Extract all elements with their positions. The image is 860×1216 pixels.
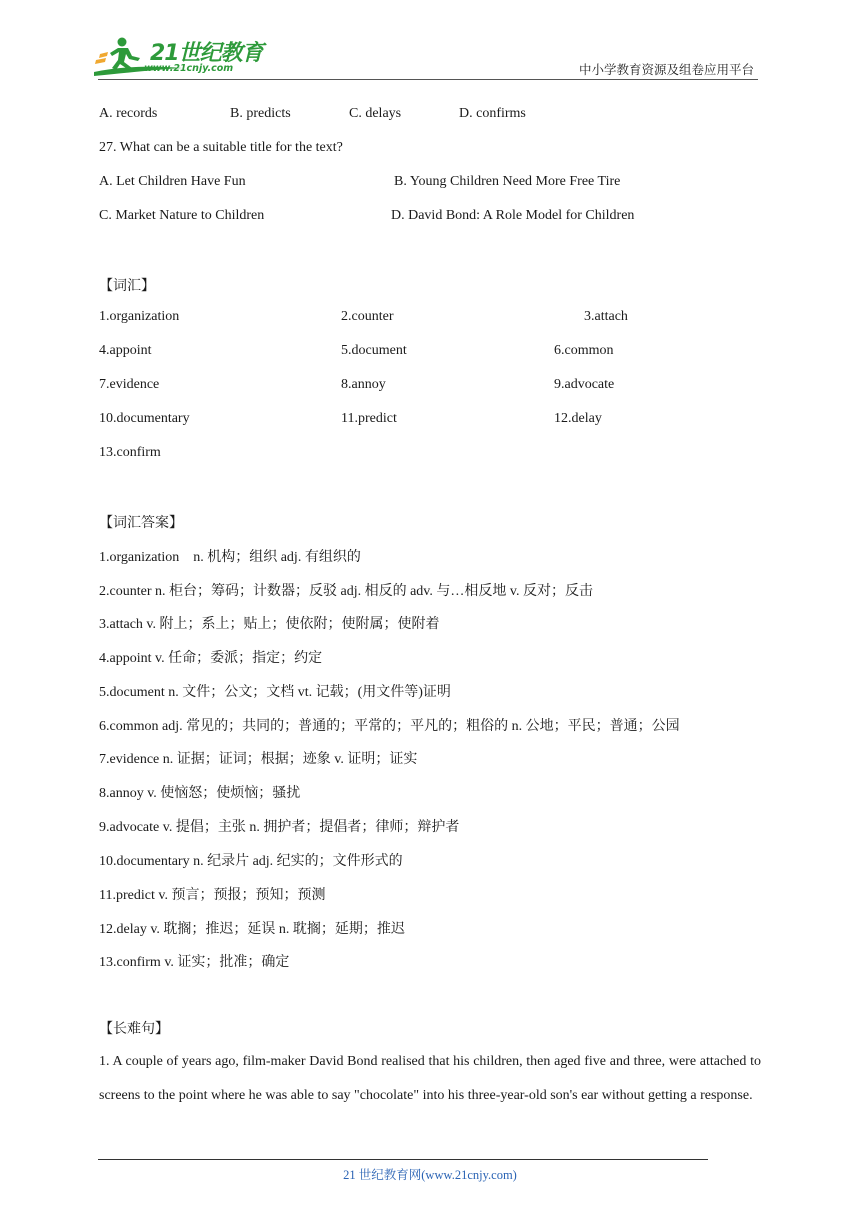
vocab-answer: 12.delay v. 耽搁；推迟；延误 n. 耽搁；延期；推迟 bbox=[99, 922, 405, 937]
vocab-answer: 1.organization n. 机构；组织 adj. 有组织的 bbox=[99, 550, 361, 565]
q27-option-c: C. Market Nature to Children bbox=[99, 208, 265, 223]
vocab-answer: 4.appoint v. 任命；委派；指定；约定 bbox=[99, 651, 323, 666]
q27-stem: 27. What can be a suitable title for the text? bbox=[99, 140, 343, 155]
vocab-item: 11.predict bbox=[341, 411, 397, 426]
q26-option-d: D. confirms bbox=[459, 106, 526, 121]
footer-link[interactable]: 21 世纪教育网(www.21cnjy.com) bbox=[343, 1168, 517, 1182]
vocab-answer: 2.counter n. 柜台；筹码；计数器；反驳 adj. 相反的 adv. 与…相反地 v. 反对；反击 bbox=[99, 584, 593, 599]
vocab-answer: 10.documentary n. 纪录片 adj. 纪实的；文件形式的 bbox=[99, 854, 403, 869]
vocab-item: 3.attach bbox=[584, 309, 628, 324]
vocab-answer: 7.evidence n. 证据；证词；根据；迹象 v. 证明；证实 bbox=[99, 752, 418, 767]
vocab-item: 6.common bbox=[554, 343, 614, 358]
logo-text: 21世纪教育 bbox=[150, 41, 263, 66]
q26-option-c: C. delays bbox=[349, 106, 402, 121]
vocab-answer: 6.common adj. 常见的；共同的；普通的；平常的；平凡的；粗俗的 n. 公地；平民；普通；公园 bbox=[99, 719, 680, 734]
q27-option-a: A. Let Children Have Fun bbox=[99, 174, 246, 189]
vocab-item: 9.advocate bbox=[554, 377, 615, 392]
vocab-item: 13.confirm bbox=[99, 445, 161, 460]
vocab-answers-heading: 【词汇答案】 bbox=[99, 516, 183, 531]
long-sentence-1: 1. A couple of years ago, film-maker David Bond realised that his children, then aged five and three, were attached to screens to the point where he was able to say "chocolate" into his three-year-old son's ear without getting a response. bbox=[99, 1054, 761, 1103]
long-sentences-heading: 【长难句】 bbox=[99, 1022, 169, 1037]
vocab-item: 8.annoy bbox=[341, 377, 386, 392]
vocab-item: 7.evidence bbox=[99, 377, 160, 392]
vocab-heading: 【词汇】 bbox=[99, 279, 155, 294]
header-divider bbox=[98, 79, 758, 80]
q27-option-b: B. Young Children Need More Free Tire bbox=[394, 174, 621, 189]
vocab-item: 4.appoint bbox=[99, 343, 152, 358]
vocab-answer: 5.document n. 文件；公文；文档 vt. 记载；(用文件等)证明 bbox=[99, 685, 451, 700]
vocab-item: 12.delay bbox=[554, 411, 602, 426]
vocab-item: 1.organization bbox=[99, 309, 180, 324]
header-tagline: 中小学教育资源及组卷应用平台 bbox=[578, 63, 754, 77]
vocab-item: 5.document bbox=[341, 343, 407, 358]
vocab-answer: 13.confirm v. 证实；批准；确定 bbox=[99, 955, 290, 970]
q26-option-a: A. records bbox=[99, 106, 158, 121]
logo-url: www.21cnjy.com bbox=[144, 63, 234, 74]
site-logo bbox=[92, 34, 262, 80]
footer-divider bbox=[98, 1159, 708, 1160]
vocab-answer: 9.advocate v. 提倡；主张 n. 拥护者；提倡者；律师；辩护者 bbox=[99, 820, 460, 835]
vocab-answer: 3.attach v. 附上；系上；贴上；使依附；使附属；使附着 bbox=[99, 617, 440, 632]
vocab-answer: 8.annoy v. 使恼怒；使烦恼；骚扰 bbox=[99, 786, 301, 801]
q26-option-b: B. predicts bbox=[230, 106, 291, 121]
vocab-item: 2.counter bbox=[341, 309, 394, 324]
vocab-answer: 11.predict v. 预言；预报；预知；预测 bbox=[99, 888, 326, 903]
q27-option-d: D. David Bond: A Role Model for Children bbox=[391, 208, 635, 223]
vocab-item: 10.documentary bbox=[99, 411, 190, 426]
